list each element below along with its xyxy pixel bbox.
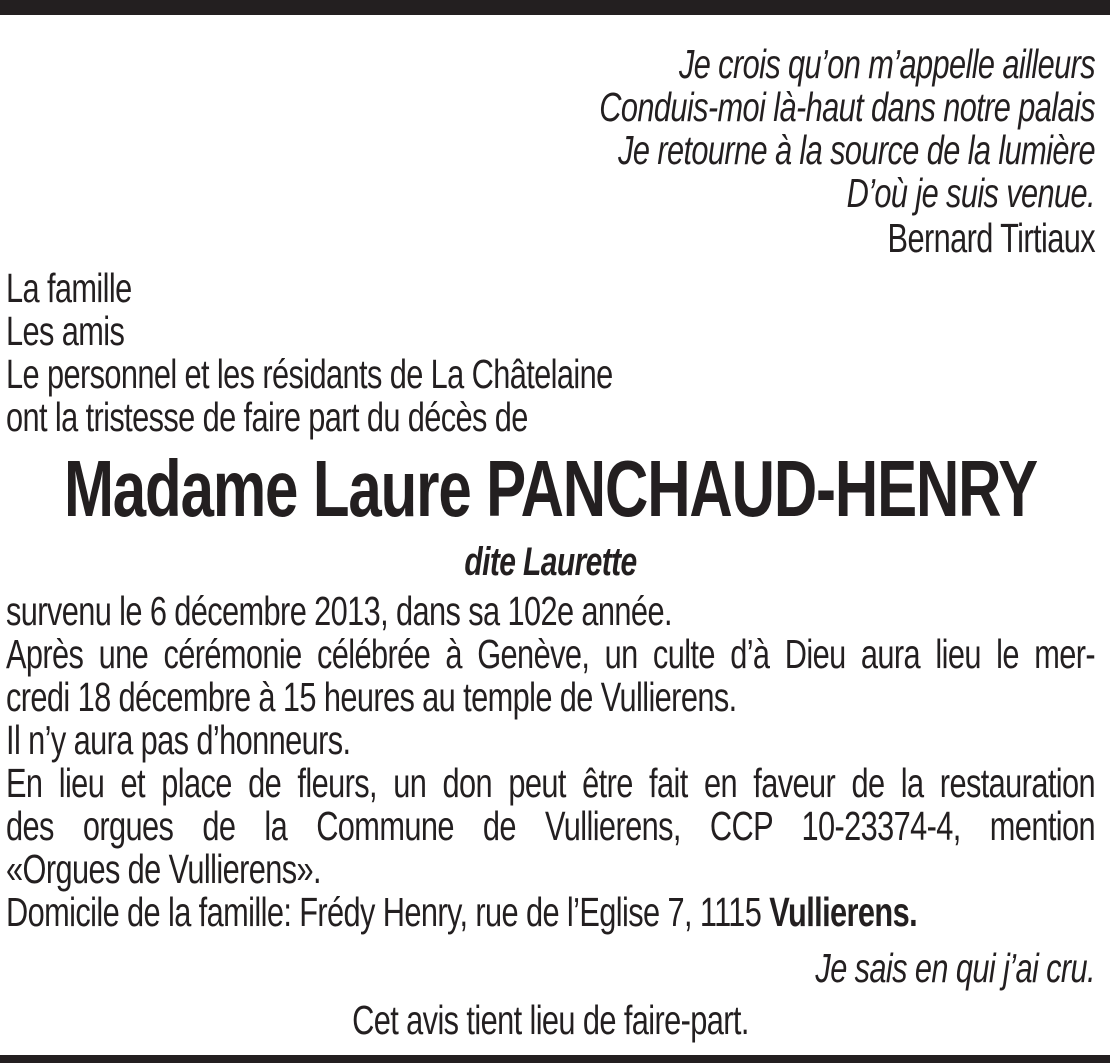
body-line: En lieu et place de fleurs, un don peut être fait en faveur de la restauration — [6, 760, 1095, 806]
body-line: Il n’y aura pas d’honneurs. — [6, 717, 351, 763]
bottom-rule — [0, 1055, 1110, 1063]
domicile-village: Vullierens. — [769, 889, 918, 935]
domicile-line — [6, 891, 1095, 934]
deceased-name: Madame Laure PANCHAUD-HENRY — [63, 444, 1038, 533]
notice-content — [0, 15, 1110, 1042]
poem-line: Conduis-moi là-haut dans notre palais — [599, 84, 1095, 130]
announcement-line: ont la tristesse de faire part du décès de — [6, 394, 528, 440]
closing-notice: Cet avis tient lieu de faire-part. — [352, 997, 749, 1043]
domicile-text: Domicile de la famille: Frédy Henry, rue de l’Eglise 7, 1115 — [6, 889, 770, 935]
mourners-list — [6, 267, 1095, 439]
mourner-line: Les amis — [6, 308, 125, 354]
top-rule — [0, 0, 1110, 15]
poem-line: Je crois qu’on m’appelle ailleurs — [678, 41, 1095, 87]
poem-line: D’où je suis venue. — [846, 170, 1095, 216]
poem — [6, 43, 1095, 260]
body-line: survenu le 6 décembre 2013, dans sa 102e année. — [6, 588, 672, 634]
poem-line: Je retourne à la source de la lumière — [618, 127, 1095, 173]
body-line: credi 18 décembre à 15 heures au temple de Vullierens. — [6, 674, 737, 720]
closing-quote: Je sais en qui j’ai cru. — [815, 945, 1095, 991]
mourner-line: Le personnel et les résidants de La Châtelaine — [6, 351, 613, 397]
mourner-line: La famille — [6, 265, 132, 311]
deceased-alias: dite Laurette — [464, 540, 637, 584]
body-line: Après une cérémonie célébrée à Genève, un culte d’à Dieu aura lieu le mer- — [6, 631, 1095, 677]
body-line: des orgues de la Commune de Vullierens, CCP 10-23374-4, mention — [6, 803, 1095, 849]
notice-body — [6, 590, 1095, 934]
poem-attribution: Bernard Tirtiaux — [887, 215, 1095, 261]
body-line: «Orgues de Vullierens». — [6, 846, 321, 892]
